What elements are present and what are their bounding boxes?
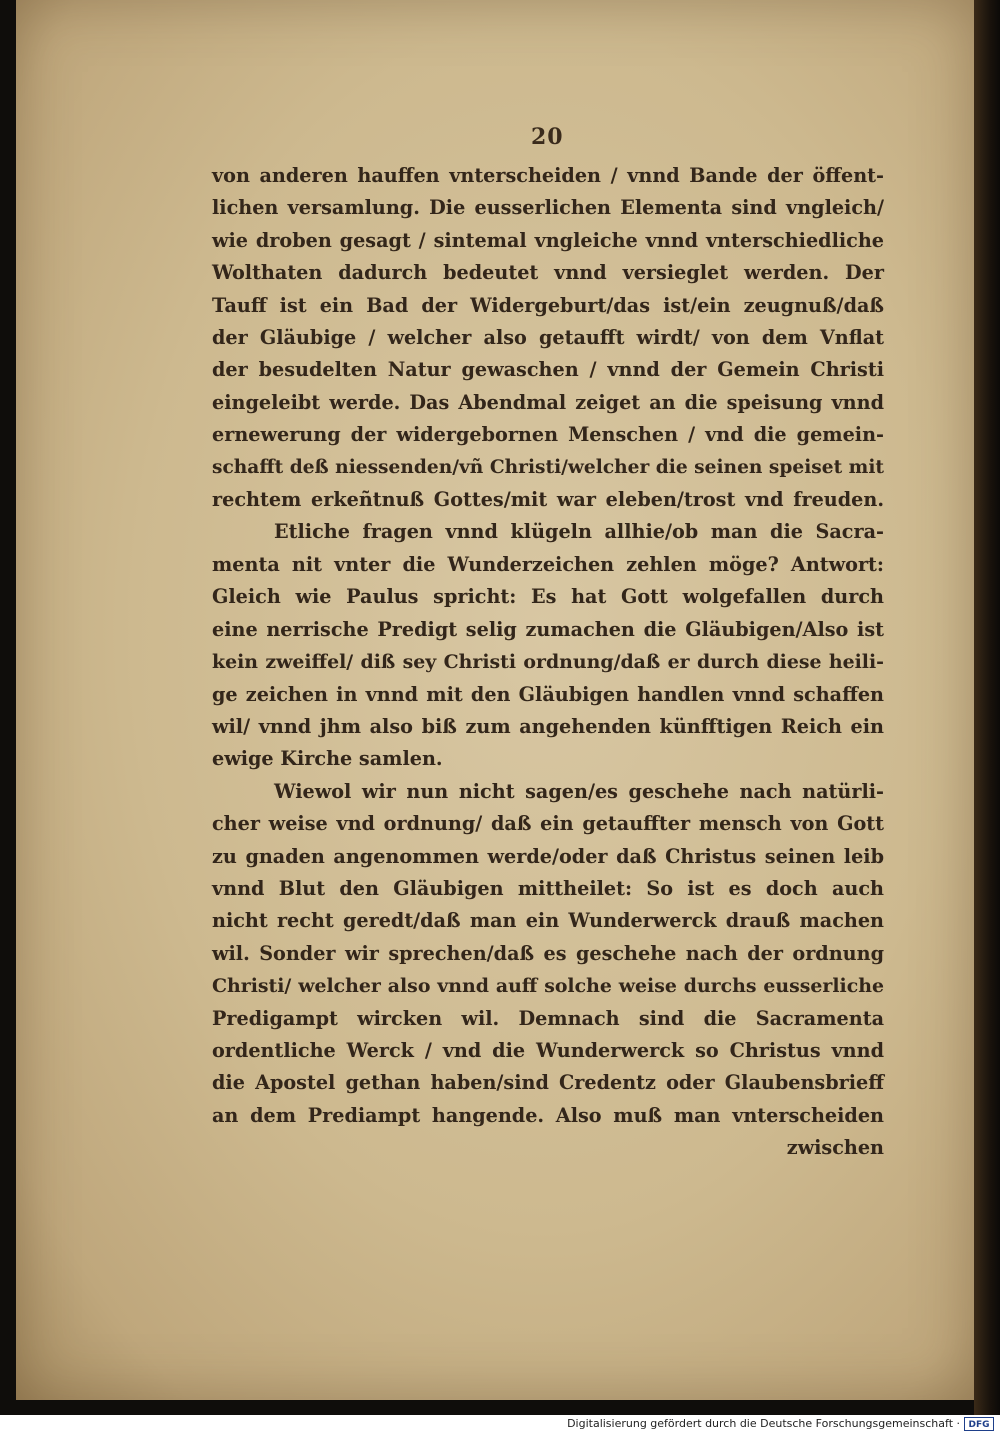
text-line: die Apostel gethan haben/sind Credentz oder Glaubensbrieff [212,1071,884,1095]
text-line: schafft deß niessenden/vñ Christi/welcher die seinen speiset mit [212,456,884,478]
text-line: ernewerung der widergebornen Menschen / vnd die gemein- [212,423,884,447]
page-number: 20 [531,124,564,150]
text-line: eine nerrische Predigt selig zumachen die Gläubigen/Also ist [212,617,884,641]
text-line: lichen versamlung. Die eusserlichen Elementa sind vngleich/ [212,196,884,220]
text-line: wie droben gesagt / sintemal vngleiche vnnd vnterschiedliche [212,228,884,252]
text-line: zu gnaden angenommen werde/oder daß Christus seinen leib [212,844,884,868]
text-line: der Gläubige / welcher also getaufft wirdt/ von dem Vnflat [212,326,884,350]
text-line: eingeleibt werde. Das Abendmal zeiget an die speisung vnnd [212,390,884,414]
text-line: Tauff ist ein Bad der Widergeburt/das ist/ein zeugnuß/daß [212,293,884,317]
text-line: vnnd Blut den Gläubigen mittheilet: So ist es doch auch [212,876,884,900]
text-line: wil. Sonder wir sprechen/daß es geschehe nach der ordnung [212,941,884,965]
text-line: Wolthaten dadurch bedeutet vnnd versieglet werden. Der [212,261,884,285]
dfg-logo: DFG [964,1417,994,1431]
text-line: Gleich wie Paulus spricht: Es hat Gott wolgefallen durch [212,585,884,609]
text-line: cher weise vnd ordnung/ daß ein getauffter mensch von Gott [212,812,884,836]
text-line: rechtem erkeñtnuß Gottes/mit war eleben/trost vnd freuden. [212,488,884,512]
text-line: ewige Kirche samlen. [212,747,443,771]
text-line: an dem Prediampt hangende. Also muß man vnterscheiden [212,1103,884,1127]
text-line: Predigampt wircken wil. Demnach sind die Sacramenta [212,1006,884,1030]
text-line: wil/ vnnd jhm also biß zum angehenden künfftigen Reich ein [212,714,884,738]
funding-credit: Digitalisierung gefördert durch die Deutsche Forschungsgemeinschaft · [567,1417,960,1430]
text-line: von anderen hauffen vnterscheiden / vnnd Bande der öffent- [212,164,884,187]
text-line: Wiewol wir nun nicht sagen/es geschehe nach natürli- [274,779,884,803]
text-line: menta nit vnter die Wunderzeichen zehlen möge? Antwort: [212,552,884,576]
text-line: ge zeichen in vnnd mit den Gläubigen handlen vnnd schaffen [212,682,884,706]
text-line: Christi/ welcher also vnnd auff solche weise durchs eusserliche [212,975,884,998]
text-line: der besudelten Natur gewaschen / vnnd der Gemein Christi [212,358,884,382]
text-line: kein zweiffel/ diß sey Christi ordnung/daß er durch diese heili- [212,651,884,674]
text-line: zwischen [786,1136,884,1160]
text-line: Etliche fragen vnnd klügeln allhie/ob man die Sacra- [274,520,884,544]
text-line: nicht recht geredt/daß man ein Wunderwerck drauß machen [212,909,884,933]
book-binding-edge [974,0,1000,1415]
footer-bar [0,1415,1000,1434]
page-body-text [212,160,884,1165]
text-line: ordentliche Werck / vnd die Wunderwerck so Christus vnnd [212,1038,884,1062]
